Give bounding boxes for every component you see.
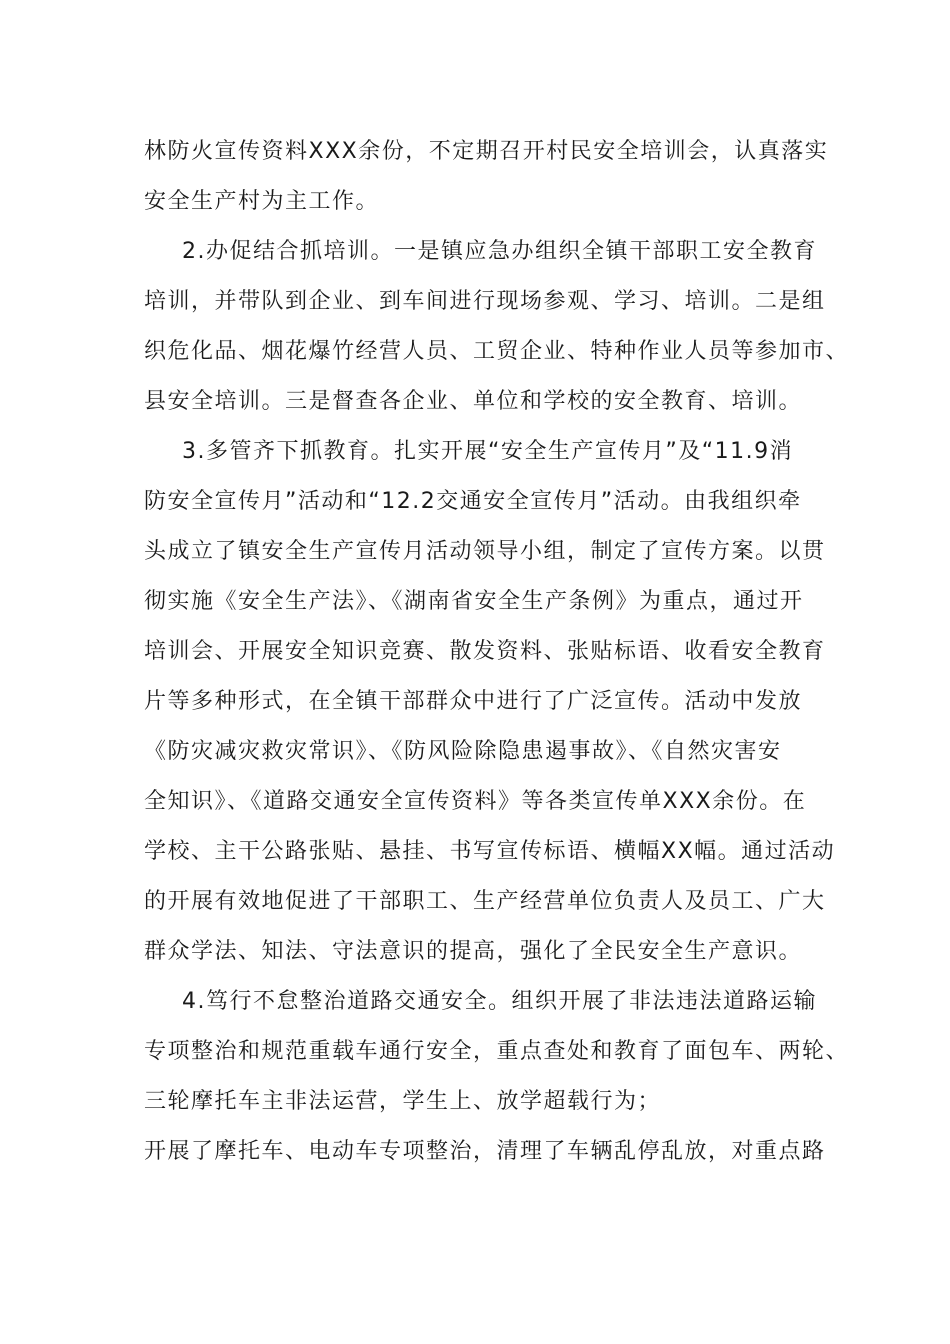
text-line: 开展了摩托车、电动车专项整治，清理了车辆乱停乱放，对重点路 [144,1139,826,1164]
text-line: 三轮摩托车主非法运营，学生上、放学超载行为； [144,1089,662,1114]
text-line: 专项整治和规范重载车通行安全，重点查处和教育了面包车、两轮、 [144,1039,850,1064]
text-line: 学校、主干公路张贴、悬挂、书写宣传标语、横幅XX幅。通过活动 [144,839,836,864]
text-line: 群众学法、知法、守法意识的提高，强化了全民安全生产意识。 [144,939,803,964]
text-line: 《防灾减灾救灾常识》、《防风险除隐患遏事故》、《自然灾害安 [144,739,782,764]
text-line: 全知识》、《道路交通安全宣传资料》等各类宣传单XXX余份。在 [144,789,807,814]
text-line: 片等多种形式，在全镇干部群众中进行了广泛宣传。活动中发放 [144,689,803,714]
text-line: 培训，并带队到企业、到车间进行现场参观、学习、培训。二是组 [144,289,826,314]
text-line: 3.多管齐下抓教育。扎实开展“安全生产宣传月”及“11.9消 [182,439,794,464]
text-line: 头成立了镇安全生产宣传月活动领导小组，制定了宣传方案。以贯 [144,539,826,564]
text-line: 培训会、开展安全知识竞赛、散发资料、张贴标语、收看安全教育 [144,639,826,664]
text-line: 织危化品、烟花爆竹经营人员、工贸企业、特种作业人员等参加市、 [144,339,850,364]
text-line: 安全生产村为主工作。 [144,189,380,214]
text-line: 4.笃行不怠整治道路交通安全。组织开展了非法违法道路运输 [182,989,817,1014]
text-line: 防安全宣传月”活动和“12.2交通安全宣传月”活动。由我组织牵 [144,489,802,514]
text-line: 彻实施《安全生产法》、《湖南省安全生产条例》为重点，通过开 [144,589,804,614]
text-line: 2.办促结合抓培训。一是镇应急办组织全镇干部职工安全教育 [182,239,817,264]
text-line: 县安全培训。三是督查各企业、单位和学校的安全教育、培训。 [144,389,803,414]
text-line: 林防火宣传资料XXX余份，不定期召开村民安全培训会，认真落实 [144,139,829,164]
text-line: 的开展有效地促进了干部职工、生产经营单位负责人及员工、广大 [144,889,826,914]
